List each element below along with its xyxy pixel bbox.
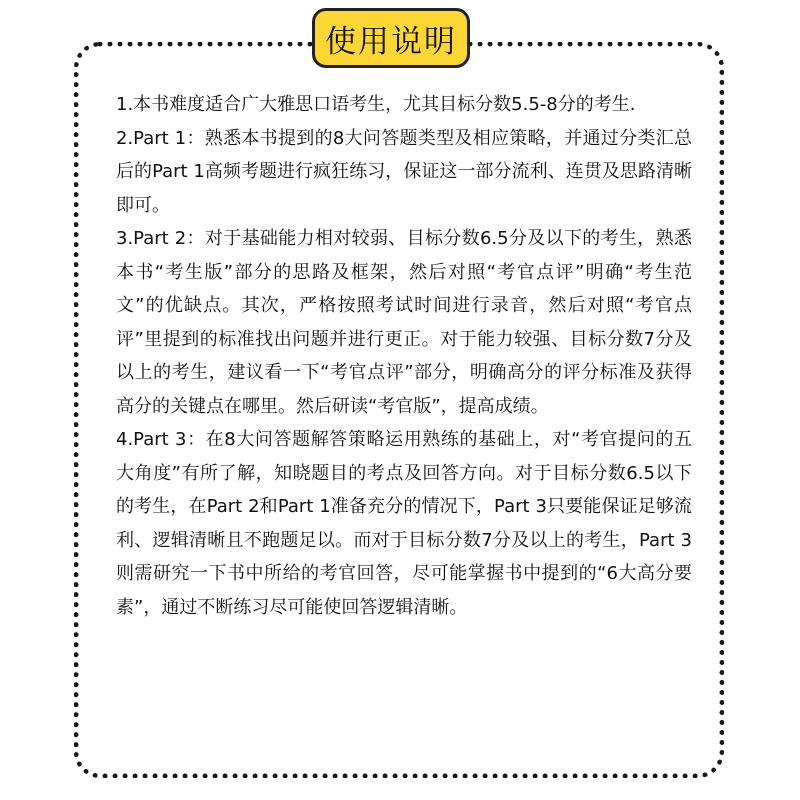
instructions-body	[116, 88, 692, 624]
page-title: 使用说明	[312, 8, 470, 68]
instruction-paragraph-3: 3.Part 2：对于基础能力相对较弱、目标分数6.5分及以下的考生，熟悉本书“考生版”部分的思路及框架，然后对照“考官点评”明确“考生范文”的优缺点。其次，严格按照考试时间进行录音，然后对照“考官点评”里提到的标准找出问题并进行更正。对于能力较强、目标分数7分及以上的考生，建议看一下“考官点评”部分，明确高分的评分标准及获得高分的关键点在哪里。然后研读“考官版”，提高成绩。	[116, 228, 692, 417]
instruction-paragraph-4: 4.Part 3：在8大问答题解答策略运用熟练的基础上，对“考官提问的五大角度”有所了解，知晓题目的考点及回答方向。对于目标分数6.5以下的考生，在Part 2和Part 1准备充分的情况下，Part 3只要能保证足够流利、逻辑清晰且不跑题足以。而对于目标分数7分及以上的考生，Part 3则需研究一下书中所给的考官回答，尽可能掌握书中提到的“6大高分要素”，通过不断练习尽可能使回答逻辑清晰。	[116, 429, 692, 618]
instruction-paragraph-2: 2.Part 1：熟悉本书提到的8大问答题类型及相应策略，并通过分类汇总后的Part 1高频考题进行疯狂练习，保证这一部分流利、连贯及思路清晰即可。	[116, 127, 692, 216]
instruction-paragraph-1: 1.本书难度适合广大雅思口语考生，尤其目标分数5.5-8分的考生.	[116, 94, 636, 115]
